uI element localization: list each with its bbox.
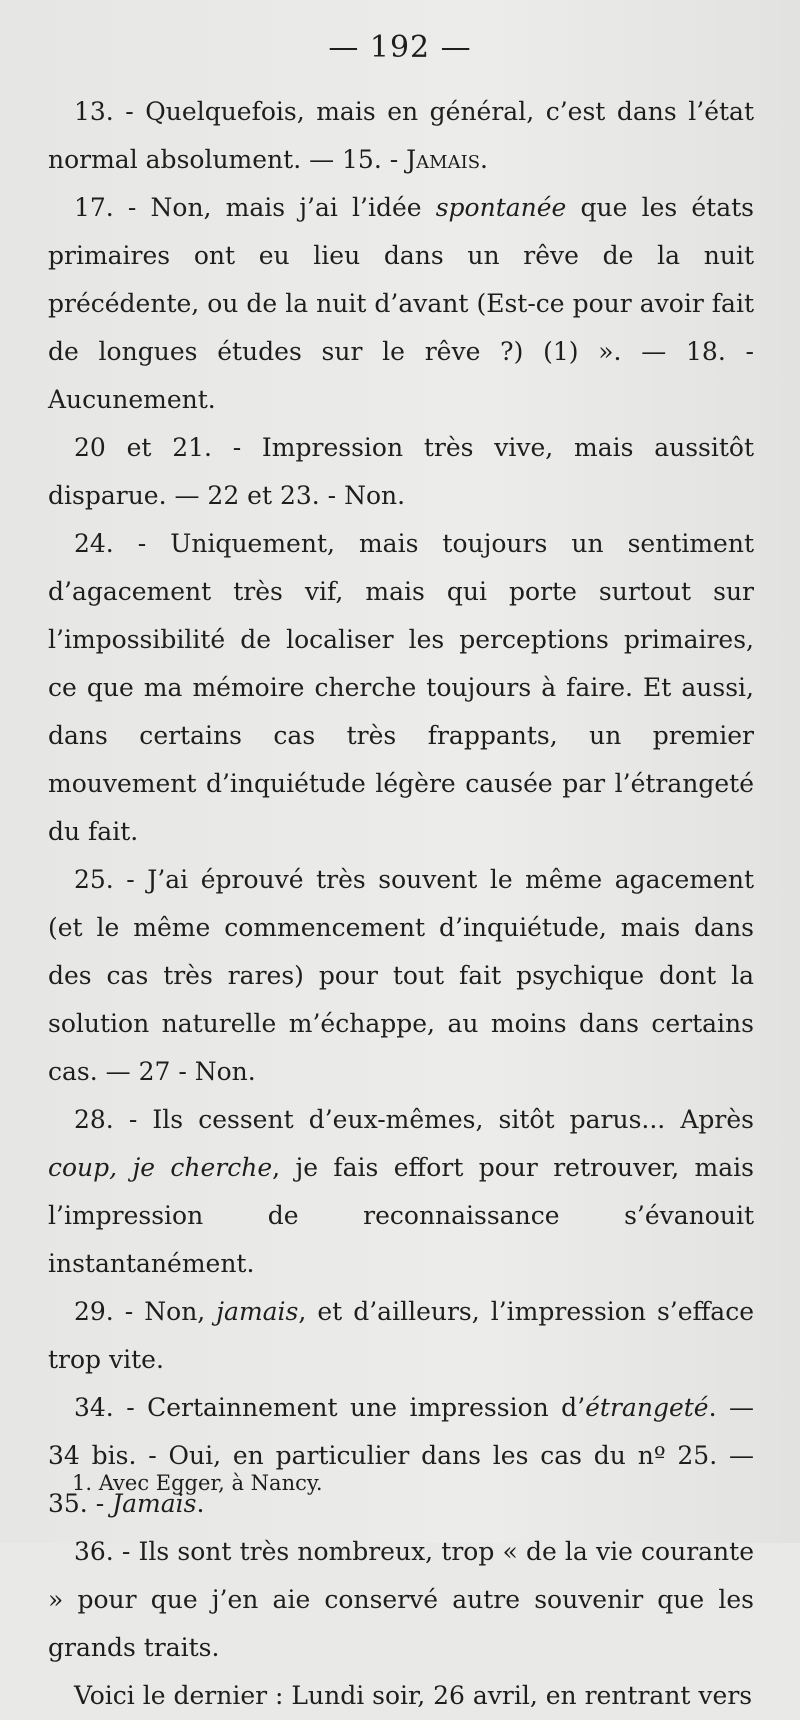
page-number: — 192 — [328,30,472,65]
paragraph-17-18 [48,184,754,424]
small-caps-word: Jamais [406,145,481,174]
italic-word: jamais [216,1297,299,1326]
paragraph-24: 24. - Uniquement, mais toujours un sentiment d’agacement très vif, mais qui porte surtout sur l’impossibilité de localiser les perceptions primaires, ce que ma mémoire cherche toujours à faire. Et aussi, dans certains cas très frappants, un premier mouvement d’inquiétude légère causée par l’étrangeté du fait. [48,529,754,846]
paragraph-text: 17. - Non, mais j’ai l’idée [74,193,436,222]
italic-word: spontanée [435,193,567,222]
paragraph-36: 36. - Ils sont très nombreux, trop « de la vie courante » pour que j’en aie conservé autre souvenir que les grands traits. [48,1537,754,1662]
paragraph-text: , et d’ailleurs, l’impression s’efface trop vite. [48,1297,754,1374]
paragraph-voici: Voici le dernier : Lundi soir, 26 avril, en rentrant vers [74,1681,753,1710]
paragraph-text: 28. - Ils cessent d’eux-mêmes, sitôt parus... Après [74,1105,754,1134]
italic-word: étrangeté [585,1393,709,1422]
paragraph-text: , je fais effort pour retrouver, mais l’impression de reconnaissance s’évanouit instantanément. [48,1153,754,1278]
paragraph-text: que les états primaires ont eu lieu dans un rêve de la nuit précédente, ou de la nuit d’avant (Est-ce pour avoir fait de longues études sur le rêve ?) (1) ». — 18. - Aucunement. [48,193,754,414]
paragraph-20-23: 20 et 21. - Impression très vive, mais aussitôt disparue. — 22 et 23. - Non. [48,433,754,510]
paragraph-28 [48,1096,754,1288]
italic-word: coup, je cherche [48,1153,273,1182]
paragraph-34-35 [48,1384,754,1528]
paragraph-29 [48,1288,754,1384]
paragraph-text: . — 34 bis. - Oui, en particulier dans les cas du nº 25. — 35. - [48,1393,754,1518]
footnote: 1. Avec Egger, à Nancy. [72,1471,323,1495]
paragraph-text: 29. - Non, [74,1297,217,1326]
italic-word: Jamais [112,1489,197,1518]
paragraph-25-27: 25. - J’ai éprouvé très souvent le même agacement (et le même commencement d’inquiétude, mais dans des cas très rares) pour tout fait psychique dont la solution naturelle m’échappe, au moins dans certains cas. — 27 - Non. [48,865,754,1086]
paragraph-13-15 [48,88,754,184]
paragraph-text: . [480,145,488,174]
paragraph-text: 13. - Quelquefois, mais en général, c’est dans l’état normal absolument. — 15. - [48,97,754,174]
paragraph-text: . [196,1489,205,1518]
paragraph-text: 34. - Certainnement une impression d’ [74,1393,586,1422]
